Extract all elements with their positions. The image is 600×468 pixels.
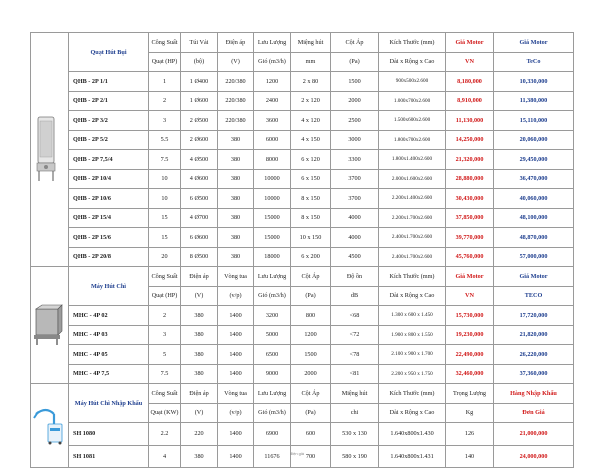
value-cell: 7.5 <box>149 150 181 170</box>
value-cell: 1.800x700x2.600 <box>379 130 446 150</box>
section1-header-cell: Gió (m3/h) <box>254 52 291 72</box>
value-cell: 8,910,000 <box>446 91 494 111</box>
section3-header-cell: Điện áp <box>181 384 218 404</box>
section3-header-cell: Kg <box>446 403 494 423</box>
value-cell: 15,730,000 <box>446 306 494 326</box>
section2-header-cell: VN <box>446 286 494 306</box>
section2-header-cell: Giá Motor <box>494 267 574 287</box>
dust-collector-image <box>32 115 60 185</box>
value-cell: 1.900 x 800 x 1.550 <box>379 325 446 345</box>
value-cell: 1.800x1.400x2.600 <box>379 150 446 170</box>
value-cell: 380 <box>218 247 254 267</box>
section3-header-cell: (v/p) <box>218 403 254 423</box>
value-cell: 3600 <box>254 111 291 131</box>
value-cell: 380 <box>218 228 254 248</box>
value-cell: 1500 <box>291 345 331 365</box>
section1-header-cell: Miệng hút <box>291 33 331 53</box>
value-cell: 4 x 120 <box>291 111 331 131</box>
value-cell: 2400 <box>254 91 291 111</box>
value-cell: 380 <box>181 325 218 345</box>
value-cell: 30,430,000 <box>446 189 494 209</box>
value-cell: 1200 <box>291 325 331 345</box>
section1-header-row-1 <box>31 33 574 53</box>
section1-table-row <box>31 150 574 170</box>
value-cell: 2 x 120 <box>291 91 331 111</box>
section3-header-cell: Gió (m3/h) <box>254 403 291 423</box>
value-cell: 6000 <box>254 130 291 150</box>
value-cell: 220/380 <box>218 111 254 131</box>
section3-header-row-1 <box>31 384 574 404</box>
model-cell: MHC - 4P 02 <box>69 306 149 326</box>
section1-header-cell: (bộ) <box>181 52 218 72</box>
value-cell: 380 <box>218 130 254 150</box>
section1-header-cell: Túi Vải <box>181 33 218 53</box>
section3-title: Máy Hút Chì Nhập Khẩu <box>69 384 149 423</box>
value-cell: 11,130,000 <box>446 111 494 131</box>
value-cell: 1400 <box>218 345 254 365</box>
section3-header-cell: Công Suất <box>149 384 181 404</box>
value-cell: 2.200 x 950 x 1.750 <box>379 364 446 384</box>
page-footer: điện giá <box>290 451 305 456</box>
model-cell: QHB - 2P 20/8 <box>69 247 149 267</box>
value-cell: 4000 <box>331 228 379 248</box>
value-cell: 220/380 <box>218 91 254 111</box>
section3-header-cell: Cột Áp <box>291 384 331 404</box>
model-cell: MHC - 4P 7,5 <box>69 364 149 384</box>
value-cell: 15 <box>149 208 181 228</box>
value-cell: 1400 <box>218 364 254 384</box>
section2-header-cell: Vòng tua <box>218 267 254 287</box>
value-cell: 1 Ø400 <box>181 72 218 92</box>
value-cell: 8 Ø500 <box>181 247 218 267</box>
section1-header-cell: VN <box>446 52 494 72</box>
value-cell: 530 x 130 <box>331 423 379 446</box>
section2-header-cell: Cột Áp <box>291 267 331 287</box>
value-cell: 11676 <box>254 445 291 468</box>
value-cell: 380 <box>181 445 218 468</box>
section2-header-cell: (V) <box>181 286 218 306</box>
section2-image-cell <box>31 267 69 384</box>
value-cell: 32,460,000 <box>446 364 494 384</box>
section3-table-row <box>31 445 574 468</box>
model-cell: QHB - 2P 7,5/4 <box>69 150 149 170</box>
value-cell: 4 <box>149 445 181 468</box>
section3-header-cell: Kích Thước (mm) <box>379 384 446 404</box>
section1-header-cell: Giá Motor <box>446 33 494 53</box>
value-cell: 3000 <box>331 130 379 150</box>
value-cell: <78 <box>331 345 379 365</box>
value-cell: 45,760,000 <box>446 247 494 267</box>
section1-table-row <box>31 111 574 131</box>
section1-table-row <box>31 189 574 209</box>
value-cell: 10 <box>149 189 181 209</box>
section2-header-cell: Kích Thước (mm) <box>379 267 446 287</box>
model-cell: QHB - 2P 3/2 <box>69 111 149 131</box>
value-cell: 2000 <box>331 91 379 111</box>
section3-header-cell: chi <box>331 403 379 423</box>
value-cell: <81 <box>331 364 379 384</box>
value-cell: 1200 <box>254 72 291 92</box>
section2-table-row <box>31 345 574 365</box>
value-cell: 600 <box>291 423 331 446</box>
value-cell: 10 <box>149 169 181 189</box>
value-cell: 8 x 150 <box>291 208 331 228</box>
section3-table-row <box>31 423 574 446</box>
value-cell: 9000 <box>254 364 291 384</box>
section1-table-row <box>31 247 574 267</box>
section1-header-cell: Cột Áp <box>331 33 379 53</box>
section2-header-cell: Quạt (HP) <box>149 286 181 306</box>
value-cell: 2500 <box>331 111 379 131</box>
value-cell: 380 <box>181 306 218 326</box>
value-cell: 380 <box>218 208 254 228</box>
value-cell: 8,180,000 <box>446 72 494 92</box>
section2-table-row <box>31 325 574 345</box>
section1-table-row <box>31 228 574 248</box>
value-cell: 5000 <box>254 325 291 345</box>
value-cell: 8000 <box>254 150 291 170</box>
section1-header-cell: Điện áp <box>218 33 254 53</box>
value-cell: 40,060,000 <box>494 189 574 209</box>
section2-header-cell: (v/p) <box>218 286 254 306</box>
section3-header-cell: Quạt (KW) <box>149 403 181 423</box>
section3-header-cell: Dài x Rộng x Cao <box>379 403 446 423</box>
section1-header-cell: (Pa) <box>331 52 379 72</box>
section2-header-cell: Giá Motor <box>446 267 494 287</box>
value-cell: 57,000,000 <box>494 247 574 267</box>
value-cell: 6 Ø600 <box>181 228 218 248</box>
section2-table-row <box>31 306 574 326</box>
value-cell: 10000 <box>254 189 291 209</box>
value-cell: 26,220,000 <box>494 345 574 365</box>
value-cell: 6500 <box>254 345 291 365</box>
value-cell: 6 x 120 <box>291 150 331 170</box>
value-cell: 48,870,000 <box>494 228 574 248</box>
value-cell: 7.5 <box>149 364 181 384</box>
value-cell: 1.000x700x2.600 <box>379 91 446 111</box>
value-cell: 2 x 80 <box>291 72 331 92</box>
value-cell: 22,490,000 <box>446 345 494 365</box>
section1-header-cell: TeCo <box>494 52 574 72</box>
section3-header-cell: Trọng Lượng <box>446 384 494 404</box>
value-cell: 2 Ø600 <box>181 130 218 150</box>
section1-image-cell <box>31 33 69 267</box>
section1-title: Quạt Hút Bụi <box>69 33 149 72</box>
value-cell: 10 x 150 <box>291 228 331 248</box>
value-cell: 39,770,000 <box>446 228 494 248</box>
value-cell: <68 <box>331 306 379 326</box>
value-cell: 3 <box>149 111 181 131</box>
value-cell: 3700 <box>331 169 379 189</box>
section1-header-cell: (V) <box>218 52 254 72</box>
value-cell: 2.400x1.700x2.600 <box>379 228 446 248</box>
value-cell: 380 <box>218 169 254 189</box>
value-cell: 126 <box>446 423 494 446</box>
value-cell: 20 <box>149 247 181 267</box>
value-cell: 2.400x1.700x2.600 <box>379 247 446 267</box>
value-cell: 2.000x1.600x2.600 <box>379 169 446 189</box>
value-cell: 4 Ø600 <box>181 169 218 189</box>
value-cell: 380 <box>218 189 254 209</box>
lead-fume-extractor-image <box>32 303 64 347</box>
value-cell: 37,850,000 <box>446 208 494 228</box>
value-cell: 2.200x1.700x2.600 <box>379 208 446 228</box>
value-cell: 700 <box>291 445 331 468</box>
value-cell: 2 <box>149 306 181 326</box>
value-cell: 6 Ø500 <box>181 189 218 209</box>
section1-table-row <box>31 208 574 228</box>
model-cell: SH 1080 <box>69 423 149 446</box>
value-cell: 140 <box>446 445 494 468</box>
value-cell: 48,100,000 <box>494 208 574 228</box>
section3-header-cell: Vòng tua <box>218 384 254 404</box>
value-cell: 2.2 <box>149 423 181 446</box>
section3-header-cell: (V) <box>181 403 218 423</box>
section2-header-cell: Dài x Rộng x Cao <box>379 286 446 306</box>
value-cell: 4 x 150 <box>291 130 331 150</box>
model-cell: QHB - 2P 10/4 <box>69 169 149 189</box>
value-cell: 18000 <box>254 247 291 267</box>
section1-header-cell: Lưu Lượng <box>254 33 291 53</box>
value-cell: 15000 <box>254 228 291 248</box>
value-cell: 2 Ø500 <box>181 111 218 131</box>
value-cell: <72 <box>331 325 379 345</box>
value-cell: 4000 <box>331 208 379 228</box>
section2-title: Máy Hút Chì <box>69 267 149 306</box>
value-cell: 380 <box>181 364 218 384</box>
section3-header-cell: Hàng Nhập Khẩu <box>494 384 574 404</box>
imported-fume-extractor-image <box>32 406 66 446</box>
value-cell: 20,060,000 <box>494 130 574 150</box>
value-cell: 1 Ø600 <box>181 91 218 111</box>
section1-header-cell: Dài x Rộng x Cao <box>379 52 446 72</box>
section2-header-cell: Lưu Lượng <box>254 267 291 287</box>
value-cell: 6 x 200 <box>291 247 331 267</box>
value-cell: 19,230,000 <box>446 325 494 345</box>
value-cell: 380 <box>181 345 218 365</box>
model-cell: QHB - 2P 15/6 <box>69 228 149 248</box>
value-cell: 1500 <box>331 72 379 92</box>
section1-header-cell: Kích Thước (mm) <box>379 33 446 53</box>
section1-header-cell: Công Suất <box>149 33 181 53</box>
model-cell: MHC - 4P 05 <box>69 345 149 365</box>
model-cell: QHB - 2P 5/2 <box>69 130 149 150</box>
value-cell: 14,250,000 <box>446 130 494 150</box>
model-cell: SH 1081 <box>69 445 149 468</box>
value-cell: 1.300 x 600 x 1.450 <box>379 306 446 326</box>
section2-header-cell: (Pa) <box>291 286 331 306</box>
section3-image-cell <box>31 384 69 468</box>
value-cell: 4 Ø500 <box>181 150 218 170</box>
section1-header-cell: mm <box>291 52 331 72</box>
value-cell: 1.640x800x1.430 <box>379 423 446 446</box>
section1-table-row <box>31 72 574 92</box>
value-cell: 29,450,000 <box>494 150 574 170</box>
section3-header-cell: Đơn Giá <box>494 403 574 423</box>
value-cell: 21,000,000 <box>494 423 574 446</box>
section1-header-cell: Quạt (HP) <box>149 52 181 72</box>
section1-header-cell: Giá Motor <box>494 33 574 53</box>
value-cell: 37,360,000 <box>494 364 574 384</box>
value-cell: 900x500x2.600 <box>379 72 446 92</box>
value-cell: 36,470,000 <box>494 169 574 189</box>
section2-header-cell: TECO <box>494 286 574 306</box>
value-cell: 2.200x1.400x2.600 <box>379 189 446 209</box>
value-cell: 380 <box>218 150 254 170</box>
model-cell: QHB - 2P 1/1 <box>69 72 149 92</box>
section2-header-cell: Công Suất <box>149 267 181 287</box>
value-cell: 17,720,000 <box>494 306 574 326</box>
value-cell: 6900 <box>254 423 291 446</box>
model-cell: MHC - 4P 03 <box>69 325 149 345</box>
value-cell: 1400 <box>218 423 254 446</box>
section3-header-cell: Lưu Lượng <box>254 384 291 404</box>
section1-table-row <box>31 130 574 150</box>
value-cell: 1400 <box>218 325 254 345</box>
value-cell: 800 <box>291 306 331 326</box>
value-cell: 1400 <box>218 306 254 326</box>
section2-table-row <box>31 364 574 384</box>
section2-header-cell: Độ ồn <box>331 267 379 287</box>
section2-header-cell: Điện áp <box>181 267 218 287</box>
value-cell: 5.5 <box>149 130 181 150</box>
section3-header-cell: Miệng hút <box>331 384 379 404</box>
section2-header-cell: Gió (m3/h) <box>254 286 291 306</box>
value-cell: 3200 <box>254 306 291 326</box>
value-cell: 10000 <box>254 169 291 189</box>
model-cell: QHB - 2P 2/1 <box>69 91 149 111</box>
value-cell: 15000 <box>254 208 291 228</box>
value-cell: 11,380,000 <box>494 91 574 111</box>
value-cell: 1.640x800x1.431 <box>379 445 446 468</box>
model-cell: QHB - 2P 10/6 <box>69 189 149 209</box>
value-cell: 5 <box>149 345 181 365</box>
value-cell: 220/380 <box>218 72 254 92</box>
value-cell: 21,320,000 <box>446 150 494 170</box>
value-cell: 2.100 x 900 x 1.700 <box>379 345 446 365</box>
value-cell: 15,110,000 <box>494 111 574 131</box>
value-cell: 1 <box>149 72 181 92</box>
section2-header-row-1 <box>31 267 574 287</box>
value-cell: 2000 <box>291 364 331 384</box>
value-cell: 3300 <box>331 150 379 170</box>
section1-table-row <box>31 169 574 189</box>
value-cell: 220 <box>181 423 218 446</box>
value-cell: 4500 <box>331 247 379 267</box>
value-cell: 24,000,000 <box>494 445 574 468</box>
value-cell: 3 <box>149 325 181 345</box>
price-table <box>30 32 574 468</box>
value-cell: 21,820,000 <box>494 325 574 345</box>
section3-header-cell: (Pa) <box>291 403 331 423</box>
value-cell: 6 x 150 <box>291 169 331 189</box>
value-cell: 1.500x600x2.600 <box>379 111 446 131</box>
value-cell: 28,880,000 <box>446 169 494 189</box>
value-cell: 4 Ø700 <box>181 208 218 228</box>
value-cell: 2 <box>149 91 181 111</box>
model-cell: QHB - 2P 15/4 <box>69 208 149 228</box>
value-cell: 580 x 190 <box>331 445 379 468</box>
value-cell: 1400 <box>218 445 254 468</box>
section1-table-row <box>31 91 574 111</box>
section2-header-cell: dB <box>331 286 379 306</box>
value-cell: 15 <box>149 228 181 248</box>
value-cell: 10,330,000 <box>494 72 574 92</box>
value-cell: 8 x 150 <box>291 189 331 209</box>
value-cell: 3700 <box>331 189 379 209</box>
